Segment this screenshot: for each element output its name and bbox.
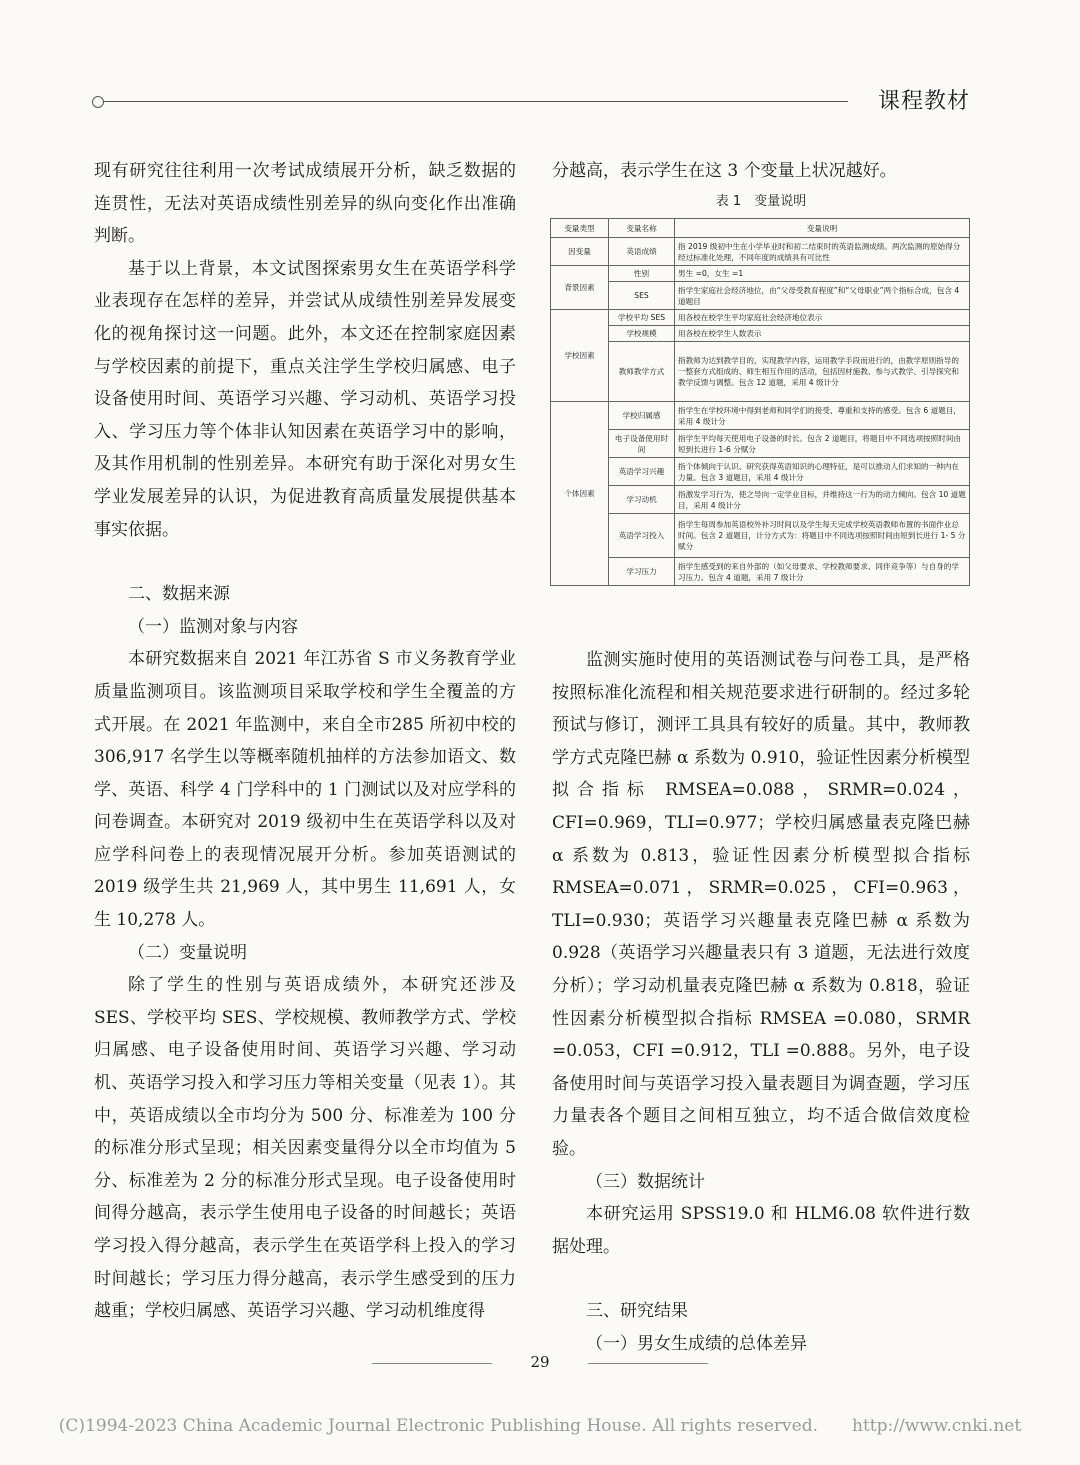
header-rule [103,101,848,102]
table-cell: 学习压力 [609,558,675,586]
table-cell: 学校平均 SES [609,310,675,326]
table-row [551,458,970,486]
table-cell: SES [609,282,675,310]
subsection-heading: （二）变量说明 [128,942,247,963]
table-cell: 男生 =0，女生 =1 [675,266,970,282]
table-row [551,514,970,558]
left-column [94,155,516,1328]
table-row [551,282,970,310]
table-cell: 英语成绩 [609,238,675,266]
table-cell: 用各校在校学生平均家庭社会经济地位表示 [675,310,970,326]
table-cell: 教师教学方式 [609,342,675,402]
subsection-heading: （一）监测对象与内容 [128,616,298,637]
paragraph: 除了学生的性别与英语成绩外，本研究还涉及 SES、学校平均 SES、学校规模、教师教学方式、学校归属感、电子设备使用时间、英语学习兴趣、学习动机、英语学习投入和学习压力等相关变量（见表 1）。其中，英语成绩以全市均分为 500 分、标准差为 100 分的标准分形式呈现；相关因素变量得分以全市均值为 5 分、标准差为 2 分的标准分形式呈现。电子设备使用时间得分越高，表示学生使用电子设备的时间越长；英语学习投入得分越高，表示学生在英语学科上投入的学习时间越长；学习压力得分越高，表示学生感受到的压力越重；学校归属感、英语学习兴趣、学习动机维度得 [94,975,516,1322]
paragraph: 本研究数据来自 2021 年江苏省 S 市义务教育学业质量监测项目。该监测项目采取学校和学生全覆盖的方式开展。在 2021 年监测中，来自全市285 所初中校的 306,917 名学生以等概率随机抽样的方法参加语文、数学、英语、科学 4 门学科中的 1 门测试以及对应学科的问卷调查。本研究对 2019 级初中生在英语学科以及对应学科问卷上的表现情况展开分析。参加英语测试的 2019 级学生共 21,969 人，其中男生 11,691 人，女生 10,278 人。 [94,649,516,931]
table-caption: 表 1 变量说明 [715,194,807,209]
table-row [551,266,970,282]
table-group-cell: 因变量 [551,238,609,266]
table-header-row [551,219,970,238]
table-row [551,430,970,458]
right-column-top [552,155,970,188]
copyright-footer: (C)1994-2023 China Academic Journal Electronic Publishing House. All rights reserved. http://www.cnki.net [58,1416,1022,1436]
table-cell: 英语学习兴趣 [609,458,675,486]
right-column-bottom [552,644,970,1360]
table-cell: 学校归属感 [609,402,675,430]
paragraph: 现有研究往往利用一次考试成绩展开分析，缺乏数据的连贯性，无法对英语成绩性别差异的纵向变化作出准确判断。 [94,161,516,247]
table-row [551,310,970,326]
variable-table [550,218,970,586]
table-cell: 性别 [609,266,675,282]
table-cell: 指学生每周参加英语校外补习时间以及学生每天完成学校英语教师布置的书面作业总时间。包含 2 道题目，计分方式为：将题目中不同选项按照时间由短到长进行 1- 5 分赋分 [675,514,970,558]
page-number: 29 [530,1353,550,1371]
table-row [551,326,970,342]
subsection-heading: （一）男女生成绩的总体差异 [586,1333,807,1354]
table-cell: 指教师为达到教学目的，实现教学内容，运用教学手段而进行的，由教学原则指导的一整套方式组成的、师生相互作用的活动，包括因材施教、参与式教学、引导探究和教学反馈与调整。包含 12 道题，采用 4 级计分 [675,342,970,402]
page-number-rule-right [588,1363,708,1364]
table-cell: 电子设备使用时间 [609,430,675,458]
table-row [551,486,970,514]
table-cell: 指 2019 级初中生在小学毕业时和初二结束时的英语监测成绩。两次监测的原始得分经过标准化处理，不同年度的成绩具有可比性 [675,238,970,266]
header-circle-ornament [92,96,104,108]
table-header: 变量类型 [551,219,609,238]
section-heading: 二、数据来源 [128,584,230,605]
section-heading: 三、研究结果 [586,1301,688,1322]
table-row [551,342,970,402]
table-cell: 指学生感受到的来自外部的（如父母要求、学校教师要求、同伴竞争等）与自身的学习压力。包含 4 道题，采用 7 级计分 [675,558,970,586]
table-group-cell: 背景因素 [551,266,609,310]
table-group-cell: 学校因素 [551,310,609,402]
section-title: 课程教材 [877,89,970,114]
table-row [551,238,970,266]
table-cell: 指学生家庭社会经济地位，由“父母受教育程度”和“父母职业”两个指标合成，包含 4 道题目 [675,282,970,310]
paragraph: 基于以上背景，本文试图探索男女生在英语学科学业表现存在怎样的差异，并尝试从成绩性别差异发展变化的视角探讨这一问题。此外，本文还在控制家庭因素与学校因素的前提下，重点关注学生学校归属感、电子设备使用时间、英语学习兴趣、学习动机、英语学习投入、学习压力等个体非认知因素在英语学习中的影响，及其作用机制的性别差异。本研究有助于深化对男女生学业发展差异的认识，为促进教育高质量发展提供基本事实依据。 [94,258,516,540]
table-header: 变量说明 [675,219,970,238]
table-row [551,402,970,430]
table-cell: 英语学习投入 [609,514,675,558]
table-cell: 指学生平均每天使用电子设备的时长。包含 2 道题目，将题目中不同选项按照时间由短到长进行 1-6 分赋分 [675,430,970,458]
table-cell: 用各校在校学生人数表示 [675,326,970,342]
table-cell: 学校规模 [609,326,675,342]
table-cell: 指激发学习行为，使之导向一定学业目标，并维持这一行为的动力倾向。包含 10 道题目，采用 4 级计分 [675,486,970,514]
table-header: 变量名称 [609,219,675,238]
table-row [551,558,970,586]
page-number-rule-left [372,1363,492,1364]
paragraph: 本研究运用 SPSS19.0 和 HLM6.08 软件进行数据处理。 [552,1204,970,1257]
table-group-cell: 个体因素 [551,402,609,586]
subsection-heading: （三）数据统计 [586,1171,705,1192]
paragraph: 分越高，表示学生在这 3 个变量上状况越好。 [552,161,897,181]
table-cell: 学习动机 [609,486,675,514]
table-cell: 指学生在学校环境中得到老师和同学们的接受、尊重和支持的感受。包含 6 道题目，采用 4 级计分 [675,402,970,430]
paragraph: 监测实施时使用的英语测试卷与问卷工具，是严格按照标准化流程和相关规范要求进行研制的。经过多轮预试与修订，测评工具具有较好的质量。其中，教师教学方式克隆巴赫 α 系数为 0.910，验证性因素分析模型拟合指标 RMSEA=0.088，SRMR=0.024，CFI=0.969，TLI=0.977；学校归属感量表克隆巴赫 α 系数为 0.813，验证性因素分析模型拟合指标 RMSEA=0.071，SRMR=0.025，CFI=0.963，TLI=0.930；英语学习兴趣量表克隆巴赫 α 系数为 0.928（英语学习兴趣量表只有 3 道题，无法进行效度分析）；学习动机量表克隆巴赫 α 系数为 0.818，验证性因素分析模型拟合指标 RMSEA =0.080，SRMR =0.053，CFI =0.912，TLI =0.888。另外，电子设备使用时间与英语学习投入量表题目为调查题，学习压力量表各个题目之间相互独立，均不适合做信效度检验。 [552,650,970,1159]
table-cell: 指个体倾向于认识、研究获得英语知识的心理特征，是可以推动人们求知的一种内在力量。包含 3 道题目，采用 4 级计分 [675,458,970,486]
